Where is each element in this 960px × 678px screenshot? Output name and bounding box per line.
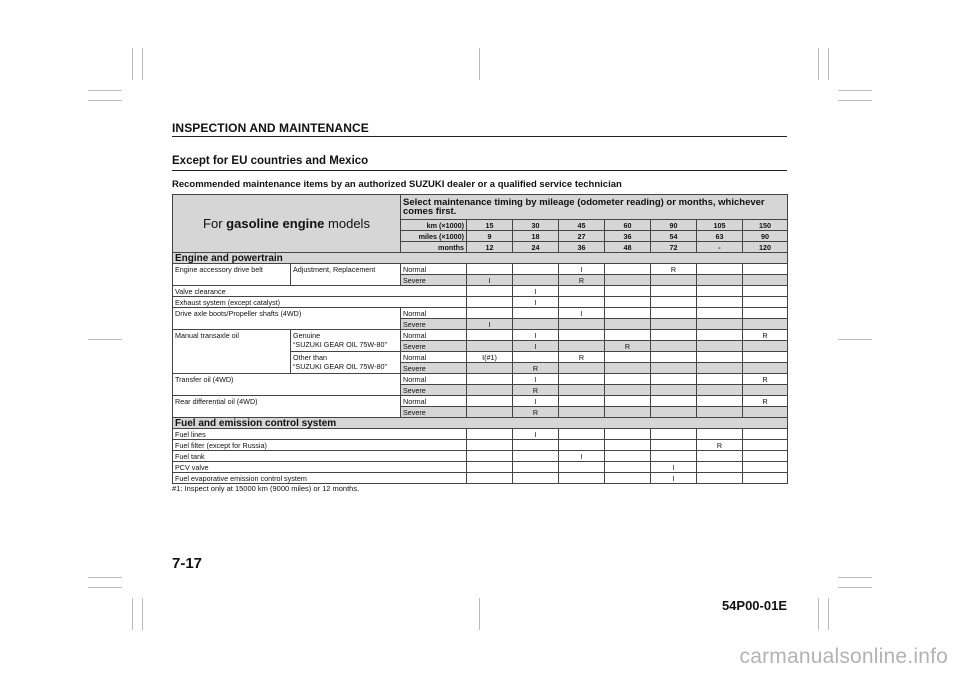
maintenance-schedule-table bbox=[172, 194, 787, 484]
condition-label: Severe bbox=[401, 341, 467, 352]
mark: R bbox=[743, 396, 788, 407]
item-sublabel: Adjustment, Replacement bbox=[291, 264, 401, 286]
condition-label: Severe bbox=[401, 275, 467, 286]
mark: R bbox=[605, 341, 651, 352]
mark: R bbox=[743, 330, 788, 341]
item-label: Engine accessory drive belt bbox=[173, 264, 291, 286]
crop-mark bbox=[479, 48, 480, 80]
crop-mark bbox=[479, 598, 480, 630]
crop-mark bbox=[142, 48, 143, 80]
crop-mark bbox=[838, 577, 872, 578]
item-label: Manual transaxle oil bbox=[173, 330, 291, 374]
crop-mark bbox=[838, 90, 872, 91]
mark: I bbox=[559, 308, 605, 319]
table-row bbox=[173, 462, 788, 473]
item-label: Transfer oil (4WD) bbox=[173, 374, 401, 396]
crop-mark bbox=[838, 587, 872, 588]
header-rule bbox=[172, 136, 787, 137]
item-label: Fuel lines bbox=[173, 429, 467, 440]
item-label: Valve clearance bbox=[173, 286, 467, 297]
condition-label: Normal bbox=[401, 330, 467, 341]
miles-label: miles (×1000) bbox=[401, 231, 467, 242]
km-value: 150 bbox=[743, 220, 788, 231]
item-label: PCV valve bbox=[173, 462, 467, 473]
km-value: 45 bbox=[559, 220, 605, 231]
mark: I bbox=[513, 341, 559, 352]
months-label: months bbox=[401, 242, 467, 253]
item-label: Drive axle boots/Propeller shafts (4WD) bbox=[173, 308, 401, 330]
miles-value: 9 bbox=[467, 231, 513, 242]
table-row bbox=[173, 286, 788, 297]
crop-mark bbox=[828, 48, 829, 80]
miles-value: 18 bbox=[513, 231, 559, 242]
months-value: 36 bbox=[559, 242, 605, 253]
mark: I(#1) bbox=[467, 352, 513, 363]
months-value: 12 bbox=[467, 242, 513, 253]
mark: I bbox=[513, 297, 559, 308]
crop-mark bbox=[132, 48, 133, 80]
miles-value: 36 bbox=[605, 231, 651, 242]
section-engine-powertrain: Engine and powertrain bbox=[173, 253, 788, 264]
item-label: Fuel tank bbox=[173, 451, 467, 462]
mark: R bbox=[743, 374, 788, 385]
mark: R bbox=[513, 363, 559, 374]
item-sublabel: Genuine “SUZUKI GEAR OIL 75W-80” bbox=[291, 330, 401, 352]
chapter-title: INSPECTION AND MAINTENANCE bbox=[172, 121, 369, 135]
mark: I bbox=[467, 275, 513, 286]
item-label: Fuel evaporative emission control system bbox=[173, 473, 467, 484]
crop-mark bbox=[88, 90, 122, 91]
mark: R bbox=[513, 385, 559, 396]
months-value: 72 bbox=[651, 242, 697, 253]
item-label: Rear differential oil (4WD) bbox=[173, 396, 401, 418]
document-code: 54P00-01E bbox=[721, 598, 787, 613]
km-value: 60 bbox=[605, 220, 651, 231]
months-value: 48 bbox=[605, 242, 651, 253]
condition-label: Normal bbox=[401, 308, 467, 319]
item-label: Fuel filter (except for Russia) bbox=[173, 440, 467, 451]
condition-label: Severe bbox=[401, 363, 467, 374]
miles-value: 54 bbox=[651, 231, 697, 242]
condition-label: Normal bbox=[401, 352, 467, 363]
km-value: 15 bbox=[467, 220, 513, 231]
table-row bbox=[173, 374, 788, 385]
item-sublabel: Other than “SUZUKI GEAR OIL 75W-80” bbox=[291, 352, 401, 374]
km-value: 30 bbox=[513, 220, 559, 231]
crop-mark bbox=[838, 100, 872, 101]
miles-value: 63 bbox=[697, 231, 743, 242]
mark: R bbox=[651, 264, 697, 275]
condition-label: Severe bbox=[401, 385, 467, 396]
mark: I bbox=[559, 264, 605, 275]
mark: I bbox=[651, 462, 697, 473]
item-label: Exhaust system (except catalyst) bbox=[173, 297, 467, 308]
mark: I bbox=[651, 473, 697, 484]
timing-header: Select maintenance timing by mileage (odometer reading) or months, whichever comes first. bbox=[401, 195, 788, 220]
crop-mark bbox=[142, 598, 143, 630]
table-row bbox=[173, 330, 788, 341]
mark: I bbox=[513, 286, 559, 297]
mark: R bbox=[559, 352, 605, 363]
crop-mark bbox=[818, 598, 819, 630]
table-row bbox=[173, 297, 788, 308]
crop-mark bbox=[828, 598, 829, 630]
km-label: km (×1000) bbox=[401, 220, 467, 231]
table-row bbox=[173, 264, 788, 275]
mark: I bbox=[467, 319, 513, 330]
condition-label: Severe bbox=[401, 407, 467, 418]
table-row bbox=[173, 440, 788, 451]
table-row bbox=[173, 451, 788, 462]
crop-mark bbox=[818, 48, 819, 80]
mark: R bbox=[559, 275, 605, 286]
mark: I bbox=[559, 451, 605, 462]
table-row bbox=[173, 473, 788, 484]
table-row bbox=[173, 308, 788, 319]
engine-type-header: For gasoline engine models bbox=[173, 195, 401, 253]
table-row bbox=[173, 429, 788, 440]
crop-mark bbox=[88, 577, 122, 578]
condition-label: Normal bbox=[401, 396, 467, 407]
intro-text: Recommended maintenance items by an authorized SUZUKI dealer or a qualified service technician bbox=[172, 179, 622, 190]
mark: R bbox=[697, 440, 743, 451]
mark: I bbox=[513, 396, 559, 407]
crop-mark bbox=[88, 339, 122, 340]
mark: R bbox=[513, 407, 559, 418]
crop-mark bbox=[88, 100, 122, 101]
miles-value: 90 bbox=[743, 231, 788, 242]
mark: I bbox=[513, 374, 559, 385]
crop-mark bbox=[88, 587, 122, 588]
section-fuel-emission: Fuel and emission control system bbox=[173, 418, 788, 429]
section-rule bbox=[172, 170, 787, 171]
mark: I bbox=[513, 429, 559, 440]
km-value: 105 bbox=[697, 220, 743, 231]
mark: I bbox=[513, 330, 559, 341]
months-value: - bbox=[697, 242, 743, 253]
table-row bbox=[173, 396, 788, 407]
crop-mark bbox=[838, 339, 872, 340]
condition-label: Normal bbox=[401, 264, 467, 275]
section-title: Except for EU countries and Mexico bbox=[172, 155, 369, 167]
condition-label: Severe bbox=[401, 319, 467, 330]
watermark: carmanualsonline.info bbox=[739, 645, 948, 668]
condition-label: Normal bbox=[401, 374, 467, 385]
miles-value: 27 bbox=[559, 231, 605, 242]
page-number: 7-17 bbox=[172, 555, 203, 572]
months-value: 24 bbox=[513, 242, 559, 253]
months-value: 120 bbox=[743, 242, 788, 253]
crop-mark bbox=[132, 598, 133, 630]
footnote: #1: Inspect only at 15000 km (9000 miles) or 12 months. bbox=[172, 484, 360, 493]
km-value: 90 bbox=[651, 220, 697, 231]
